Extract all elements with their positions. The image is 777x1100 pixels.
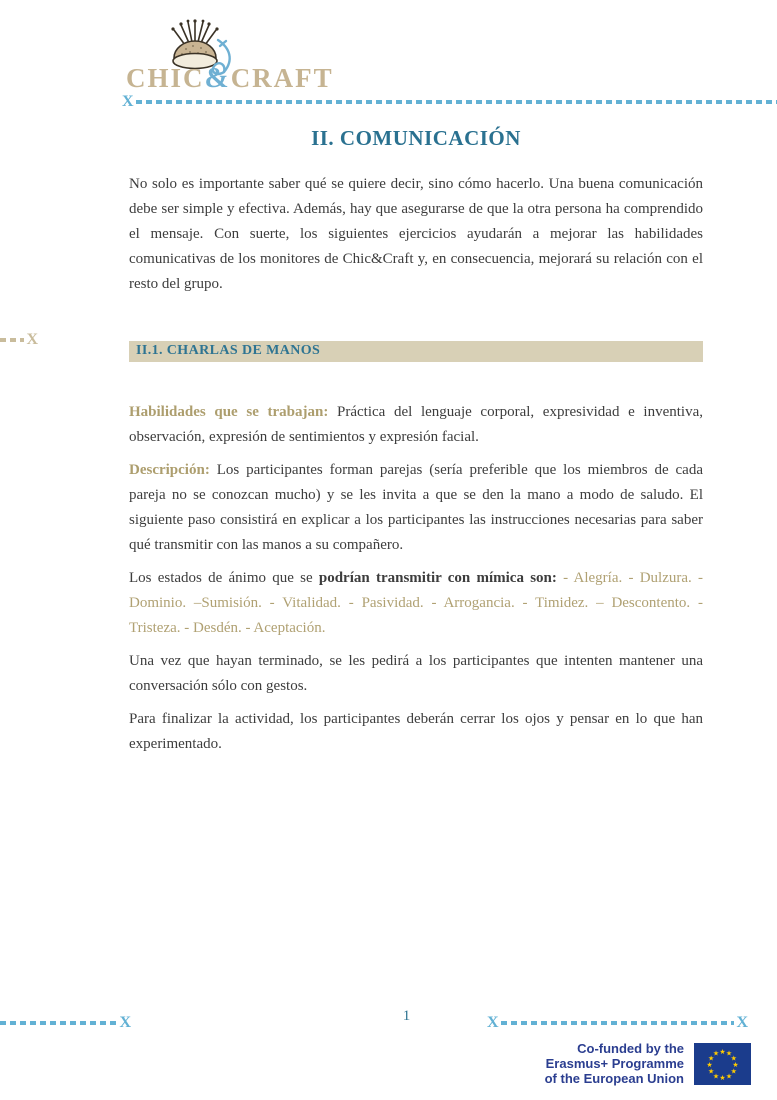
dashed-rule bbox=[501, 1021, 735, 1025]
cut-x-icon: X bbox=[119, 1014, 131, 1031]
dashed-rule bbox=[0, 338, 24, 342]
eu-line-2: Erasmus+ Programme bbox=[545, 1056, 684, 1071]
top-cut-line bbox=[120, 94, 777, 110]
description-label: Descripción: bbox=[129, 462, 210, 478]
dashed-rule bbox=[0, 1021, 117, 1025]
svg-text:★: ★ bbox=[725, 1049, 733, 1058]
skills-text: Práctica del lenguaje corporal, expresividad e inventiva, observación, expresión de sentimientos y expresión facial. bbox=[129, 404, 703, 445]
intro-paragraph: No solo es importante saber qué se quiere decir, sino cómo hacerlo. Una buena comunicación debe ser simple y efectiva. Además, hay que asegurarse de que la otra persona ha comprendido el mensaje. Con suerte, los siguientes ejercicios ayudarán a mejorar las habilidades comunicativas de los monitores de Chic&Craft y, en consecuencia, mejorará su relación con el resto del grupo. bbox=[129, 176, 703, 292]
once-finished-paragraph: Una vez que hayan terminado, se les pedirá a los participantes que intenten mantener una conversación sólo con gestos. bbox=[129, 653, 703, 694]
svg-text:★: ★ bbox=[708, 1067, 715, 1075]
moods-list: - Alegría. - Dulzura. - Dominio. –Sumisión. - Vitalidad. - Pasividad. - Arrogancia. - Timidez. – Descontento. - Tristeza. - Desdén. - Aceptación. bbox=[129, 570, 703, 636]
bottom-left-cut-line bbox=[0, 1015, 133, 1031]
cut-x-icon: X bbox=[487, 1014, 499, 1031]
document-content bbox=[129, 122, 703, 765]
moods-bold: podrían transmitir con mímica son: bbox=[318, 570, 557, 586]
svg-text:★: ★ bbox=[708, 1054, 715, 1062]
skills-paragraph bbox=[129, 400, 703, 450]
dashed-rule bbox=[136, 100, 777, 104]
logo-ampersand: & bbox=[204, 62, 231, 94]
erasmus-funding-text bbox=[545, 1041, 684, 1086]
section-heading: II.1. CHARLAS DE MANOS bbox=[129, 341, 703, 362]
logo-chic: CHIC bbox=[126, 63, 205, 93]
eu-line-1: Co-funded by the bbox=[577, 1041, 684, 1056]
svg-text:★: ★ bbox=[730, 1054, 737, 1062]
svg-text:★: ★ bbox=[732, 1060, 739, 1069]
svg-text:★: ★ bbox=[730, 1067, 737, 1075]
eu-flag-icon bbox=[694, 1043, 751, 1085]
svg-text:★: ★ bbox=[706, 1060, 713, 1069]
description-paragraph bbox=[129, 458, 703, 558]
svg-text:★: ★ bbox=[719, 1073, 726, 1082]
cut-x-icon: X bbox=[122, 93, 134, 110]
bottom-right-cut-line bbox=[485, 1015, 750, 1031]
finalize-paragraph: Para finalizar la actividad, los participantes deberán cerrar los ojos y pensar en lo que han experimentado. bbox=[129, 711, 703, 752]
moods-lead: Los estados de ánimo que se bbox=[129, 570, 319, 586]
moods-paragraph bbox=[129, 566, 703, 641]
erasmus-funding-block bbox=[545, 1041, 751, 1086]
page-title: II. COMUNICACIÓN bbox=[311, 126, 521, 150]
description-text: Los participantes forman parejas (sería preferible que los miembros de cada pareja no se conozcan mucho) y se les invita a que se den la mano a modo de saludo. El siguiente paso consistirá en explicar a los participantes las instrucciones necesarias para saber qué transmitir con las manos a su compañero. bbox=[129, 462, 703, 553]
svg-text:★: ★ bbox=[712, 1049, 720, 1058]
logo-craft: CRAFT bbox=[230, 63, 334, 93]
skills-label: Habilidades que se trabajan: bbox=[129, 404, 329, 420]
svg-text:★: ★ bbox=[719, 1047, 726, 1056]
page-number: 1 bbox=[402, 1008, 411, 1024]
cut-x-icon: X bbox=[26, 331, 38, 348]
left-cut-line bbox=[0, 332, 40, 348]
svg-text:★: ★ bbox=[725, 1071, 733, 1080]
eu-line-3: of the European Union bbox=[544, 1071, 684, 1086]
svg-text:★: ★ bbox=[712, 1071, 720, 1080]
cut-x-icon: X bbox=[736, 1014, 748, 1031]
logo-wordmark bbox=[126, 62, 334, 95]
chic-and-craft-logo bbox=[126, 16, 334, 94]
